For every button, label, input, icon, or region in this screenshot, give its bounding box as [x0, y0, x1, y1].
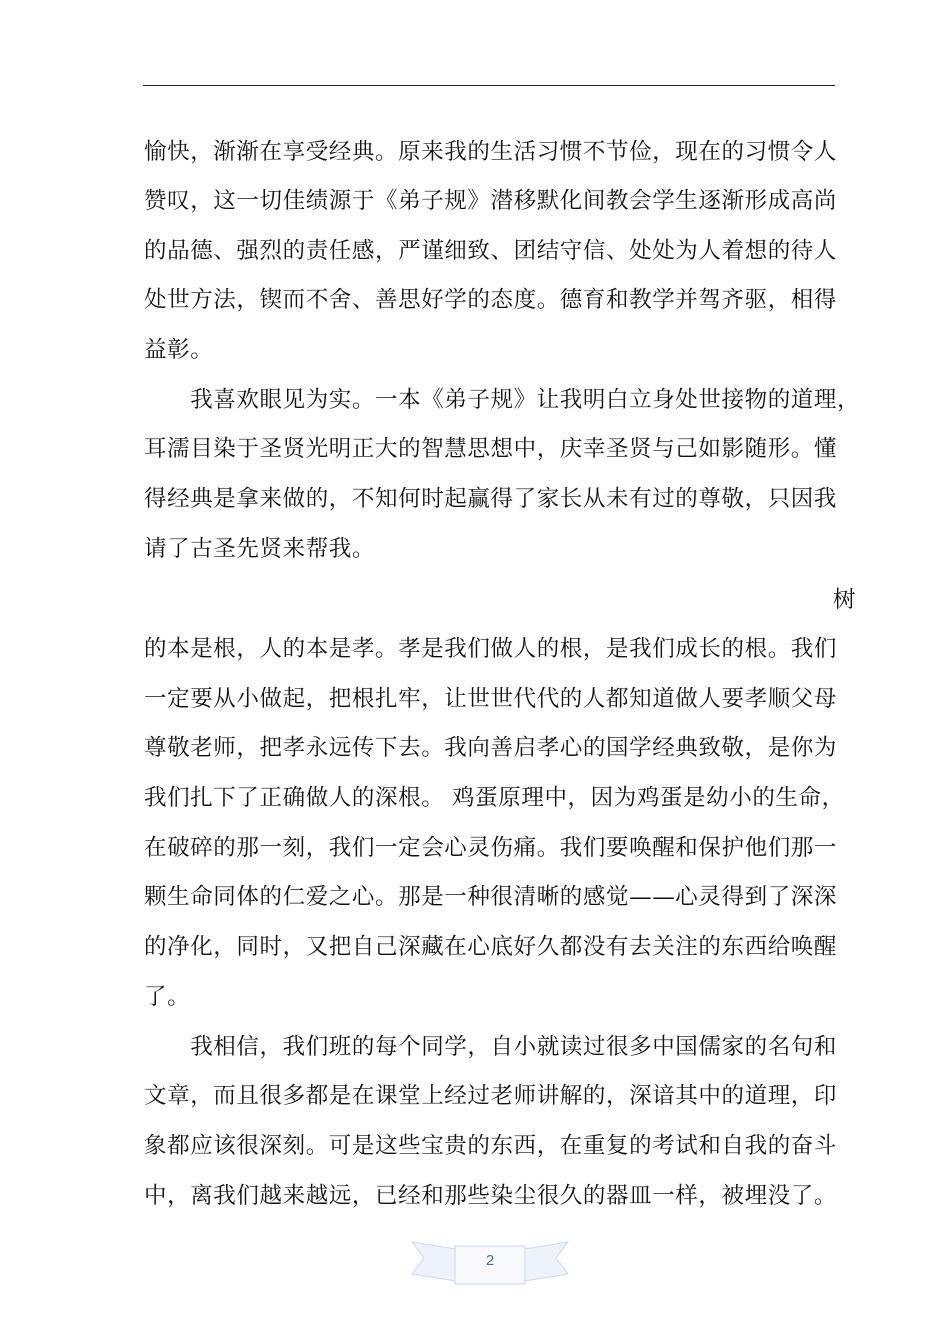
text-line: 益彰。 — [144, 337, 214, 363]
header-rule — [143, 85, 835, 86]
text-line: 我相信，我们班的每个同学，自小就读过很多中国儒家的名句和 — [144, 1034, 838, 1060]
text-line: 的品德、强烈的责任感，严谨细致、团结守信、处处为人着想的待人 — [144, 238, 838, 264]
text-line: 颗生命同体的仁爱之心。那是一种很清晰的感觉——心灵得到了深深 — [144, 884, 838, 910]
text-line: 的本是根，人的本是孝。孝是我们做人的根，是我们成长的根。我们 — [144, 636, 838, 662]
text-line: 的净化，同时，又把自己深藏在心底好久都没有去关注的东西给唤醒 — [144, 934, 838, 960]
stray-character: 树 — [833, 587, 856, 613]
page-number: 2 — [485, 1252, 495, 1269]
text-line: 处世方法，锲而不舍、善思好学的态度。德育和教学并驾齐驱，相得 — [144, 287, 838, 313]
text-line: 我们扎下了正确做人的深根。 鸡蛋原理中，因为鸡蛋是幼小的生命， — [144, 785, 845, 811]
text-line: 愉快，渐渐在享受经典。原来我的生活习惯不节俭，现在的习惯令人 — [144, 139, 838, 165]
text-line: 耳濡目染于圣贤光明正大的智慧思想中，庆幸圣贤与己如影随形。懂 — [144, 436, 838, 462]
text-line: 得经典是拿来做的，不知何时起赢得了家长从未有过的尊敬，只因我 — [144, 486, 838, 512]
text-line: 中，离我们越来越远，已经和那些染尘很久的器皿一样，被埋没了。 — [144, 1183, 838, 1209]
text-line: 在破碎的那一刻，我们一定会心灵伤痛。我们要唤醒和保护他们那一 — [144, 835, 838, 861]
text-line: 了。 — [144, 984, 191, 1010]
text-line: 尊敬老师，把孝永远传下去。我向善启孝心的国学经典致敬，是你为 — [144, 735, 838, 761]
text-line: 赞叹，这一切佳绩源于《弟子规》潜移默化间教会学生逐渐形成高尚 — [144, 188, 838, 214]
text-line: 文章，而且很多都是在课堂上经过老师讲解的，深谙其中的道理，印 — [144, 1083, 838, 1109]
text-line: 请了古圣先贤来帮我。 — [144, 536, 376, 562]
text-line: 象都应该很深刻。可是这些宝贵的东西，在重复的考试和自我的奋斗 — [144, 1133, 838, 1159]
text-line: 我喜欢眼见为实。一本《弟子规》让我明白立身处世接物的道理， — [144, 387, 861, 413]
text-line: 一定要从小做起，把根扎牢，让世世代代的人都知道做人要孝顺父母 — [144, 686, 838, 712]
